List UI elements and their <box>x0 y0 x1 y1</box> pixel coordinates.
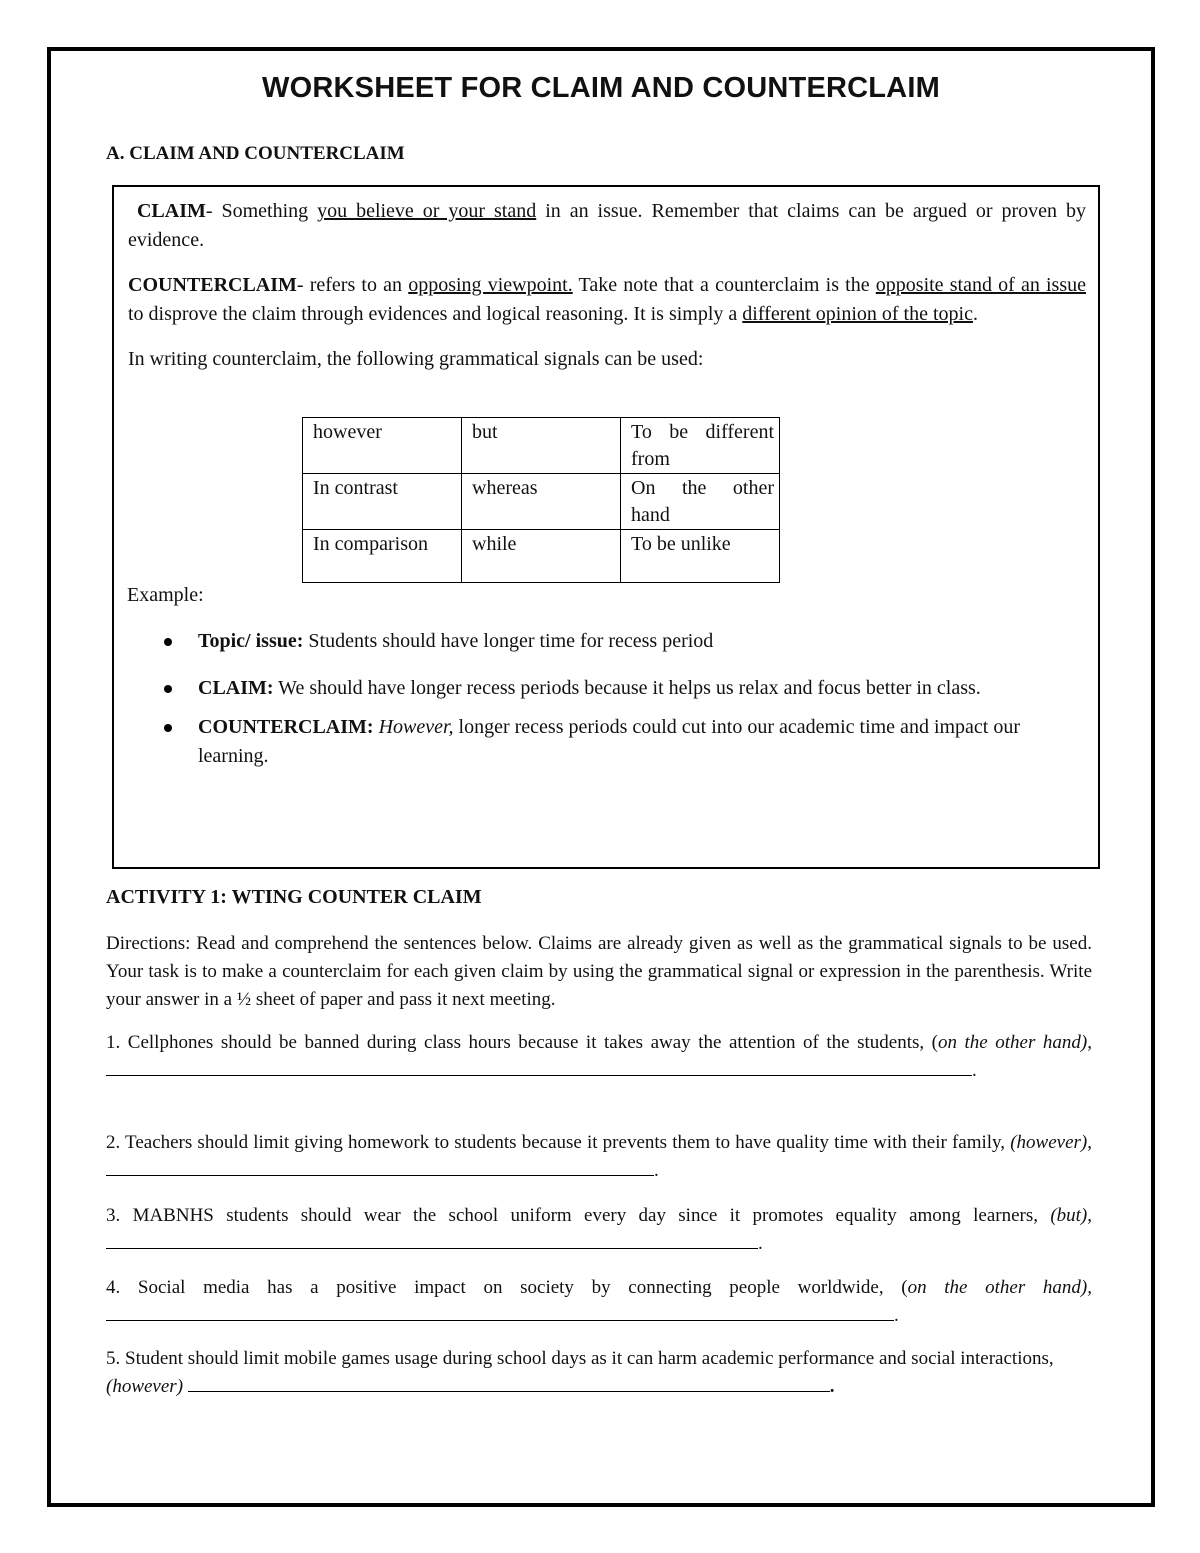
question-signal: (however) <box>106 1376 184 1397</box>
question-3: 3. MABNHS students should wear the school uniform every day since it promotes equality among learners, (but), . <box>106 1205 1092 1254</box>
counter-text-3: to disprove the claim through evidences and logical reasoning. It is simply a <box>128 303 743 325</box>
counterclaim-example-signal: However, <box>378 716 454 738</box>
counter-text-1: - refers to an <box>296 274 409 296</box>
question-1-line <box>106 1029 1092 1057</box>
table-cell: whereas <box>462 474 621 530</box>
counterclaim-definition <box>128 271 1086 329</box>
question-5: 5. Student should limit mobile games usage during school days as it can harm academic performance and social interactions, (however) . <box>106 1348 1054 1397</box>
answer-line[interactable]: . <box>106 1302 1092 1330</box>
counter-underlined-3: different opinion of the topic <box>742 303 973 325</box>
table-cell: To be unlike <box>621 530 780 583</box>
signals-table <box>302 417 780 583</box>
question-punct: , <box>1087 1132 1092 1153</box>
question-text: 3. MABNHS students should wear the school uniform every day since it promotes equality among learners, <box>106 1205 1051 1226</box>
claim-text-2: in an issue. Remember that claims can be argued or proven by evidence. <box>128 200 1086 251</box>
table-cell: however <box>303 418 462 474</box>
bullet-icon <box>164 724 172 732</box>
table-cell: In comparison <box>303 530 462 583</box>
question-signal: on the other hand), <box>907 1277 1092 1298</box>
signals-intro: In writing counterclaim, the following grammatical signals can be used: <box>128 348 704 370</box>
worksheet-title: WORKSHEET FOR CLAIM AND COUNTERCLAIM <box>262 72 940 104</box>
table-row <box>303 418 780 474</box>
question-signal: on the other hand) <box>937 1032 1088 1053</box>
table-cell: but <box>462 418 621 474</box>
table-cell: To be different from <box>621 418 780 474</box>
definitions-content <box>128 197 1086 390</box>
table-cell: In contrast <box>303 474 462 530</box>
counterclaim-example-label: COUNTERCLAIM: <box>198 716 374 738</box>
bullet-icon <box>164 638 172 646</box>
counterclaim-term: COUNTERCLAIM <box>128 274 297 296</box>
claim-underlined: you believe or your stand <box>317 200 537 222</box>
answer-line[interactable]: . <box>106 1057 1092 1085</box>
answer-line[interactable] <box>106 1157 654 1176</box>
question-1 <box>106 1029 1092 1085</box>
table-row <box>303 530 780 583</box>
list-item <box>158 627 1078 656</box>
question-text: 2. Teachers should limit giving homework to students because it prevents them to have quality time with their family, <box>106 1132 1011 1153</box>
counter-underlined-2: opposite stand of an issue <box>875 274 1086 296</box>
question-punct: , <box>1087 1205 1092 1226</box>
counter-text-4: . <box>972 303 978 325</box>
answer-line[interactable] <box>188 1373 830 1392</box>
claim-example-text: We should have longer recess periods because it helps us relax and focus better in class. <box>273 677 981 699</box>
question-signal: (but) <box>1050 1205 1088 1226</box>
table-cell: On the other hand <box>621 474 780 530</box>
answer-line[interactable] <box>106 1230 758 1249</box>
activity-title: ACTIVITY 1: WTING COUNTER CLAIM <box>106 886 482 908</box>
claim-term: CLAIM <box>136 200 206 222</box>
topic-text: Students should have longer time for recess period <box>303 630 714 652</box>
list-item <box>158 713 1078 771</box>
counterclaim-example-text: longer recess periods could cut into our academic time and impact our learning. <box>198 716 1021 767</box>
counter-text-2: Take note that a counterclaim is the <box>572 274 876 296</box>
claim-definition <box>128 197 1086 255</box>
section-a-heading: A. CLAIM AND COUNTERCLAIM <box>106 143 405 164</box>
question-4 <box>106 1274 1092 1330</box>
question-punct: , <box>1087 1032 1092 1053</box>
directions-text: Directions: Read and comprehend the sentences below. Claims are already given as well as the grammatical signals to be used. Your task is to make a counterclaim for each given claim by using the grammatical signal or expression in the parenthesis. Write your answer in a ½ sheet of paper and pass it next meeting. <box>106 933 1092 1010</box>
question-text: 1. Cellphones should be banned during class hours because it takes away the attention of the students, ( <box>106 1032 938 1053</box>
topic-label: Topic/ issue: <box>198 630 304 652</box>
question-signal: (however) <box>1010 1132 1088 1153</box>
claim-example-label: CLAIM: <box>198 677 274 699</box>
counter-underlined-1: opposing viewpoint. <box>408 274 573 296</box>
question-4-line <box>106 1274 1092 1302</box>
table-cell: while <box>462 530 621 583</box>
example-list <box>158 627 1078 771</box>
question-2: 2. Teachers should limit giving homework to students because it prevents them to have quality time with their family, (however), . <box>106 1132 1092 1181</box>
bullet-icon <box>164 685 172 693</box>
question-text: 5. Student should limit mobile games usage during school days as it can harm academic performance and social interactions, <box>106 1348 1054 1369</box>
question-text: 4. Social media has a positive impact on society by connecting people worldwide, ( <box>106 1277 908 1298</box>
example-label: Example: <box>127 584 204 606</box>
table-row <box>303 474 780 530</box>
list-item <box>158 668 1078 709</box>
claim-text-1: - Something <box>205 200 318 222</box>
